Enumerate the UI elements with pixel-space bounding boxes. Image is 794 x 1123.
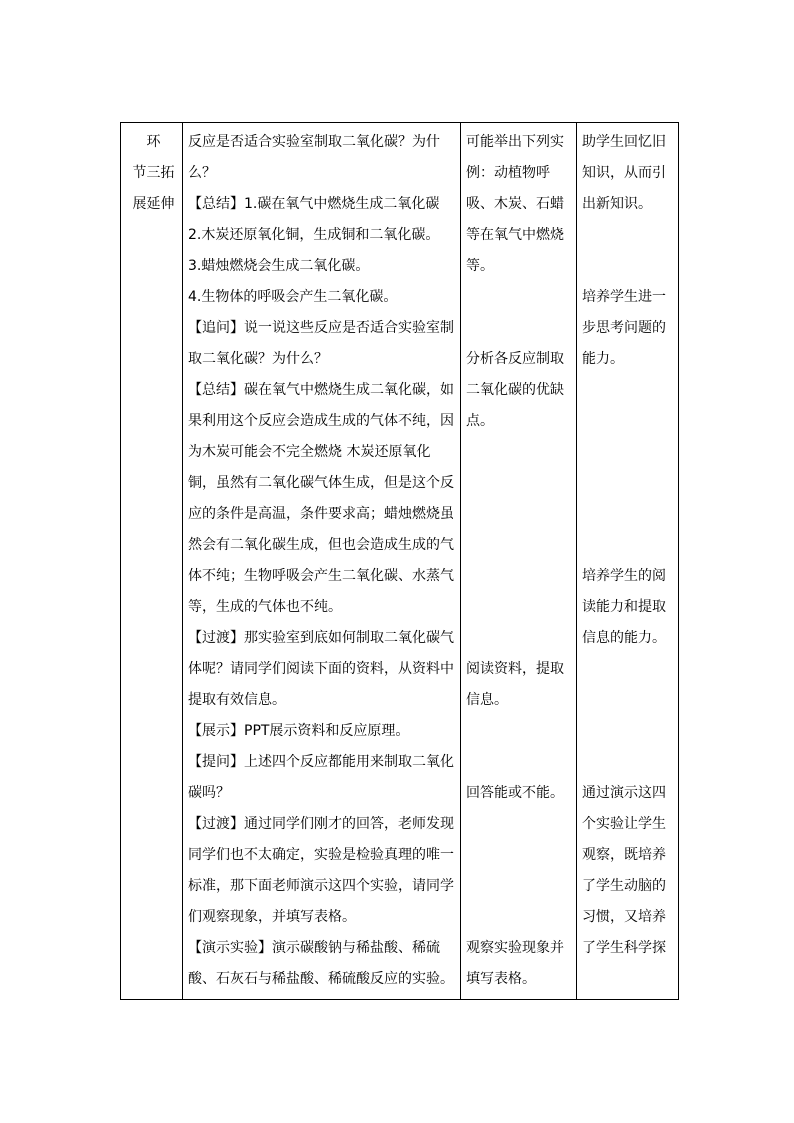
teacher-paragraph: 4.生物体的呼吸会产生二氧化碳。 <box>188 289 398 305</box>
spacer <box>582 654 674 685</box>
purpose-paragraph: 通过演示这四个实验让学生观察，既培养了学生动脑的习惯，又培养了学生科学探 <box>582 785 666 956</box>
spacer <box>466 499 572 530</box>
design-purpose-cell <box>577 123 679 1000</box>
student-activity-cell <box>461 123 577 1000</box>
spacer <box>466 282 572 313</box>
spacer <box>466 592 572 623</box>
spacer <box>466 840 572 871</box>
spacer <box>582 499 674 530</box>
teacher-paragraph: 【过渡】通过同学们刚才的回答，老师发现同学们也不太确定，实验是检验真理的唯一标准，那下面老师演示这四个实验，请同学们观察现象，并填写表格。 <box>188 816 454 925</box>
student-paragraph: 分析各反应制取二氧化碳的优缺点。 <box>466 351 564 429</box>
teacher-paragraph: 【展示】PPT展示资料和反应原理。 <box>188 723 410 739</box>
teacher-activity-cell <box>183 123 461 1000</box>
stage-label-line: 节三拓 <box>132 165 175 181</box>
spacer <box>466 623 572 654</box>
teacher-paragraph: 【追问】说一说这些反应是否适合实验室制取二氧化碳？为什么？ <box>188 320 454 367</box>
teacher-paragraph: 【提问】上述四个反应都能用来制取二氧化碳吗？ <box>188 754 454 801</box>
spacer <box>582 437 674 468</box>
spacer <box>466 561 572 592</box>
lesson-plan-table <box>120 122 679 1000</box>
spacer <box>582 716 674 747</box>
spacer <box>466 468 572 499</box>
student-paragraph: 阅读资料，提取信息。 <box>466 661 564 708</box>
stage-label-line: 环 <box>146 134 161 150</box>
spacer <box>466 716 572 747</box>
student-paragraph: 可能举出下列实例：动植物呼吸、木炭、石蜡等在氧气中燃烧等。 <box>466 134 564 274</box>
table-row <box>121 123 679 1000</box>
spacer <box>466 902 572 933</box>
spacer <box>582 747 674 778</box>
spacer <box>582 375 674 406</box>
spacer <box>466 871 572 902</box>
purpose-paragraph: 助学生回忆旧知识，从而引出新知识。 <box>582 134 666 212</box>
teacher-paragraph: 反应是否适合实验室制取二氧化碳？为什么？ <box>188 134 440 181</box>
spacer <box>466 530 572 561</box>
purpose-paragraph: 培养学生的阅读能力和提取信息的能力。 <box>582 568 666 646</box>
spacer <box>466 437 572 468</box>
spacer <box>466 809 572 840</box>
teacher-paragraph: 【总结】碳在氧气中燃烧生成二氧化碳，如果利用这个反应会造成生成的气体不纯，因为木炭可能会不完全燃烧 木炭还原氧化铜，虽然有二氧化碳气体生成，但是这个反应的条件是高温，条件要求高；蜡烛燃烧虽然会有二氧化碳生成，但也会造成生成的气体不纯；生物呼吸会产生二氧化碳、水蒸气等，生成的气体也不纯。 <box>188 382 454 615</box>
stage-label-line: 展延伸 <box>132 196 175 212</box>
purpose-paragraph: 培养学生进一步思考问题的能力。 <box>582 289 666 367</box>
spacer <box>466 747 572 778</box>
teacher-paragraph: 【过渡】那实验室到底如何制取二氧化碳气体呢？请同学们阅读下面的资料，从资料中提取有效信息。 <box>188 630 454 708</box>
spacer <box>466 313 572 344</box>
student-paragraph: 回答能或不能。 <box>466 785 564 801</box>
spacer <box>582 685 674 716</box>
teacher-paragraph: 【演示实验】演示碳酸钠与稀盐酸、稀硫酸、石灰石与稀盐酸、稀硫酸反应的实验。 <box>188 940 454 987</box>
spacer <box>582 220 674 251</box>
stage-cell <box>121 123 183 1000</box>
teacher-paragraph: 2.木炭还原氧化铜，生成铜和二氧化碳。 <box>188 227 440 243</box>
student-paragraph: 观察实验现象并填写表格。 <box>466 940 564 987</box>
teacher-paragraph: 3.蜡烛燃烧会生成二氧化碳。 <box>188 258 370 274</box>
spacer <box>582 251 674 282</box>
teacher-paragraph: 【总结】1.碳在氧气中燃烧生成二氧化碳 <box>188 196 440 212</box>
spacer <box>582 468 674 499</box>
spacer <box>582 530 674 561</box>
spacer <box>582 406 674 437</box>
